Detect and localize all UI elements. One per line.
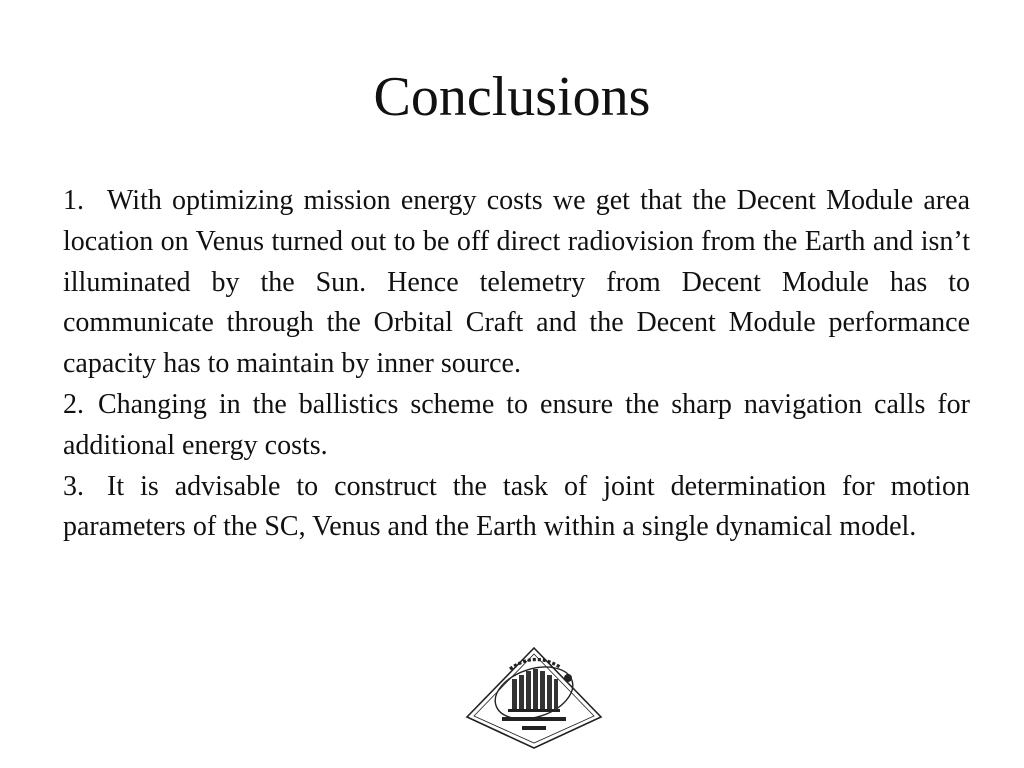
conclusion-item-3 — [63, 467, 970, 549]
conclusion-item-2 — [63, 385, 970, 467]
conclusion-item-1 — [63, 181, 970, 385]
item-text: With optimizing mission energy costs we get that the Decent Module area location on Venus turned out to be off direct radiovision from the Earth and isn’t illuminated by the Sun. Hence telemetry from Decent Module has to communicate through the Orbital Craft and the Decent Module performance capacity has to maintain by inner source. — [63, 185, 970, 380]
item-number: 1. — [63, 185, 84, 216]
conclusions-list — [63, 181, 970, 548]
item-text: Changing in the ballistics scheme to ensure the sharp navigation calls for additional energy costs. — [63, 388, 970, 461]
item-number: 3. — [63, 470, 84, 502]
slide-title: Conclusions — [373, 66, 651, 128]
item-number: 2. — [63, 388, 84, 420]
keldysh-institute-logo-icon — [464, 645, 604, 750]
item-text: It is advisable to construct the task of joint determination for motion parameters of the SC, Venus and the Earth within a single dynamical model. — [63, 470, 970, 543]
